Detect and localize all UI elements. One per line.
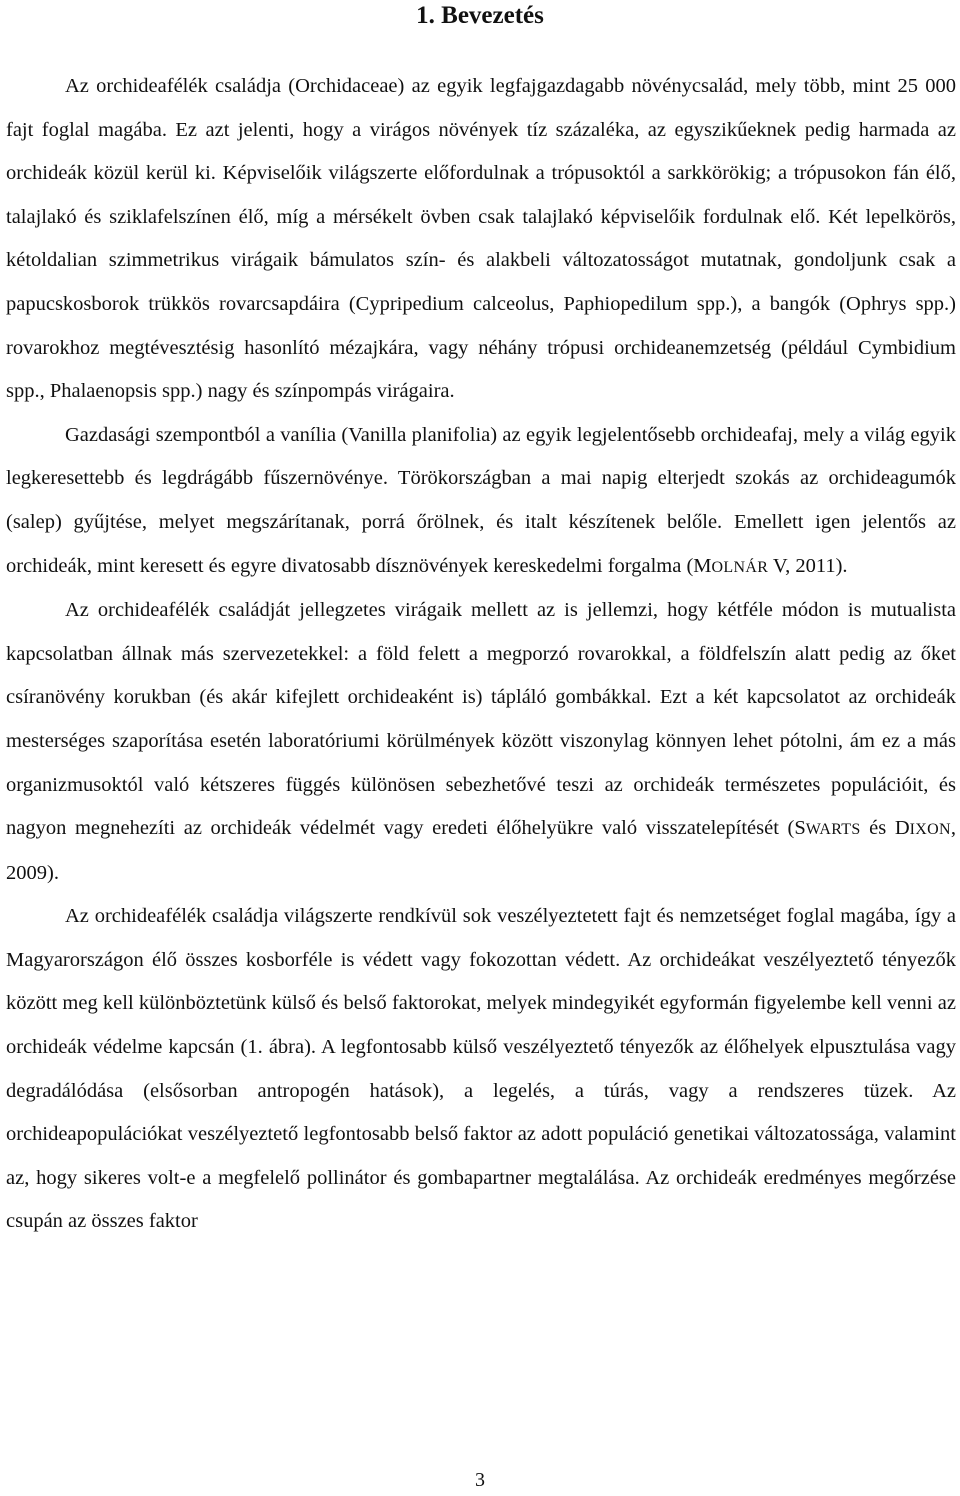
citation-author-initial: D — [894, 817, 910, 840]
paragraph-mutualism — [6, 589, 956, 895]
body-text — [6, 65, 956, 1244]
paragraph-intro: Az orchideafélék családja (Orchidaceae) az egyik legfajgazdagabb növénycsalád, mely több, mint 25 000 fajt foglal magába. Ez azt jelenti, hogy a virágos növények tíz százaléka, az egyszikűeknek pedig harmada az orchideák közül kerül ki. Képviselőik világszerte előfordulnak a trópusoktól a sarkkörökig; a trópusokon fán élő, talajlakó és sziklafelszínen élő, míg a mérsékelt övben csak talajlakó képviselőik fordulnak elő. Két lepelkörös, kétoldalian szimmetrikus virágaik bámulatos szín- és alakbeli változatosságot mutatnak, gondoljunk csak a papucskosborok trükkös rovarcsapdáira (Cypripedium calceolus, Paphiopedilum spp.), a bangók (Ophrys spp.) rovarokhoz megtévesztésig hasonlító mézajkára, vagy néhány trópusi orchideanemzetség (például Cymbidium spp., Phalaenopsis spp.) nagy és színpompás virágaira. — [6, 75, 956, 403]
page-number: 3 — [475, 1469, 485, 1491]
citation-author-smallcaps: IXON — [909, 821, 951, 839]
paragraph-text: V, 2011). — [768, 554, 848, 577]
citation-author-initial: S — [794, 817, 806, 840]
paragraph-economy — [6, 414, 956, 589]
paragraph-text: Gazdasági szempontból a vanília (Vanilla planifolia) az egyik legjelentősebb orchideafaj, mely a világ egyik legkeresettebb és legdrágább fűszernövénye. Törökországban a mai napig elterjedt szokás az orchideagumók (salep) gyűjtése, melyet megszárítanak, porrá őrölnek, és italt készítenek belőle. Emellett igen jelentős az orchideák, mint keresett és egyre divatosabb dísznövények kereskedelmi forgalma ( — [6, 423, 956, 577]
citation-author-initial: M — [693, 554, 712, 577]
paragraph-text: , 2009). — [6, 817, 956, 884]
section-heading: 1. Bevezetés — [416, 2, 544, 29]
paragraph-threats: Az orchideafélék családja világszerte rendkívül sok veszélyeztetett fajt és nemzetséget foglal magába, így a Magyarországon élő összes kosborféle is védett vagy fokozottan védett. Az orchideákat veszélyeztető tényezők között meg kell különböztetünk külső és belső faktorokat, melyek mindegyikét egyformán figyelembe kell venni az orchideák védelme kapcsán (1. ábra). A legfontosabb külső veszélyeztető tényezők az élőhelyek elpusztulása vagy degradálódása (elsősorban antropogén hatások), a legelés, a túrás, vagy a rendszeres tüzek. Az orchideapopulációkat veszélyeztető legfontosabb belső faktor az adott populáció genetikai változatossága, valamint az, hogy sikeres volt-e a megfelelő pollinátor és gombapartner megtalálása. Az orchideák eredményes megőrzése csupán az összes faktor — [6, 905, 956, 1233]
citation-author-smallcaps: WARTS — [805, 821, 861, 839]
paragraph-text: és — [860, 817, 895, 840]
paragraph-text: Az orchideafélék családját jellegzetes virágaik mellett az is jellemzi, hogy kétféle módon is mutualista kapcsolatban állnak más szervezetekkel: a föld felett a megporzó rovarokkal, a földfelszín alatt pedig az őket csíranövény korukban (és akár kifejlett orchideaként is) tápláló gombákkal. Ezt a két kapcsolatot az orchideák mesterséges szaporítása esetén laboratóriumi körülmények között viszonylag könnyen lehet pótolni, ám ez a más organizmusoktól való kétszeres függés különösen sebezhetővé teszi az orchideák természetes populációit, és nagyon megnehezíti az orchideák védelmét vagy eredeti élőhelyükre való visszatelepítését ( — [6, 599, 956, 840]
citation-author-smallcaps: OLNÁR — [711, 558, 769, 576]
